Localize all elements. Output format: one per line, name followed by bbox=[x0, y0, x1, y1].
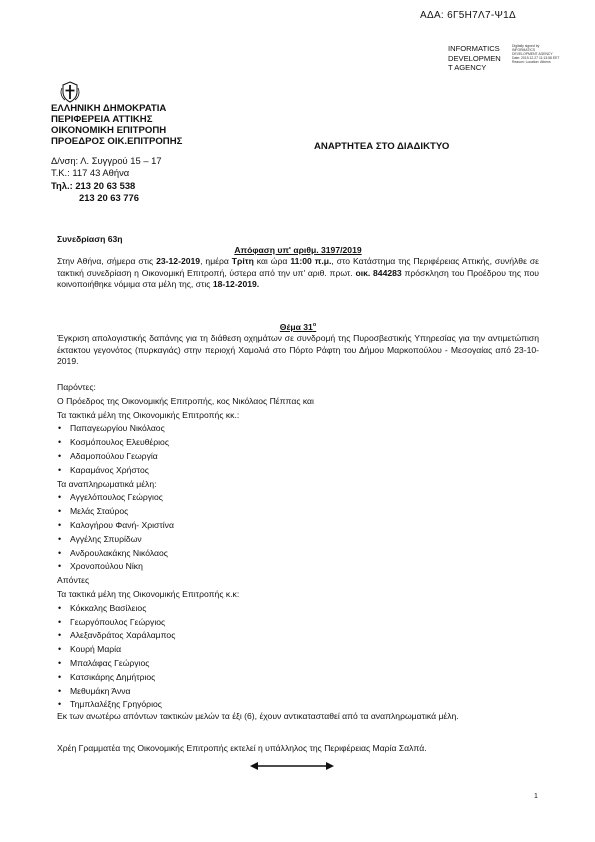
intro-text: Στην Αθήνα, σήμερα στις bbox=[57, 256, 157, 266]
list-item: • Μεθυμάκη Άννα bbox=[57, 685, 539, 699]
present-regular-list bbox=[57, 422, 539, 477]
list-item: • Αγγέλης Σπυρίδων bbox=[57, 533, 539, 547]
secretary-note: Χρέη Γραμματέα της Οικονομικής Επιτροπής εκτελεί η υπάλληλος της Περιφέρειας Μαρία Σαλπά. bbox=[57, 743, 427, 753]
absent-list bbox=[57, 602, 539, 712]
list-item: • Παπαγεωργίου Νικόλαος bbox=[57, 422, 539, 436]
signature-details: Digitally signed by INFORMATICS DEVELOPMENT AGENCY Date: 2019.12.27 11:13:58 EET Reason: Location: Athens bbox=[512, 44, 560, 65]
list-item: • Κοσμόπουλος Ελευθέριος bbox=[57, 436, 539, 450]
double-arrow-icon bbox=[250, 761, 334, 771]
regular-members-label: Τα τακτικά μέλη της Οικονομικής Επιτροπής κκ.: bbox=[57, 409, 240, 420]
header-line: ΠΡΟΕΔΡΟΣ ΟΙΚ.ΕΠΙΤΡΟΠΗΣ bbox=[51, 136, 183, 147]
meeting-time: 11:00 π.μ. bbox=[290, 256, 332, 266]
list-item: • Καραμάνος Χρήστος bbox=[57, 464, 539, 478]
substitute-list bbox=[57, 491, 539, 574]
decision-title: Απόφαση υπ' αριθμ. 3197/2019 bbox=[234, 245, 362, 255]
phone-block bbox=[51, 180, 139, 204]
attendance-section bbox=[57, 381, 539, 712]
page-number: 1 bbox=[534, 793, 538, 800]
list-item: • Κατσικάρης Δημήτριος bbox=[57, 671, 539, 685]
session-title: Συνεδρίαση 63η bbox=[57, 234, 123, 244]
list-item: • Αλεξανδράτος Χαράλαμπος bbox=[57, 629, 539, 643]
issuer-header bbox=[51, 103, 182, 147]
address-line: Δ/νση: Λ. Συγγρού 15 – 17 bbox=[51, 155, 162, 166]
list-item: • Χρονοπούλου Νίκη bbox=[57, 560, 539, 574]
address-block bbox=[51, 155, 162, 179]
replacement-note: Εκ των ανωτέρω απόντων τακτικών μελών τα έξι (6), έχουν αντικατασταθεί από τα αναπληρωματικά μέλη. bbox=[57, 711, 459, 721]
topic-title bbox=[57, 320, 539, 333]
intro-text: , ημέρα bbox=[200, 256, 232, 266]
topic-ordinal: ο bbox=[312, 322, 317, 328]
topic-description: Έγκριση απολογιστικής δαπάνης για τη διάθεση οχημάτων σε συνδρομή της Πυροσβεστικής Υπηρεσίας για την αντιμετώπιση έκτακτου γεγονότος (πυρκαγιάς) στην περιοχή Χαμολιά στο Πόρτο Ράφτη του Δήμου Μαρκοπούλου - Μεσογαίας από 23-10-2019. bbox=[57, 333, 539, 366]
present-label: Παρόντες: bbox=[57, 382, 96, 392]
list-item: • Ανδρουλακάκης Νικόλαος bbox=[57, 547, 539, 561]
signature-line: INFORMATICS bbox=[448, 44, 500, 53]
list-item: • Αγγελόπουλος Γεώργιος bbox=[57, 491, 539, 505]
digital-signature bbox=[448, 44, 501, 73]
intro-paragraph bbox=[57, 256, 539, 291]
substitute-members-label: Τα αναπληρωματικά μέλη: bbox=[57, 478, 157, 489]
greek-emblem-icon bbox=[59, 81, 81, 103]
signature-line: T AGENCY bbox=[448, 63, 487, 73]
list-item: • Μελάς Σταύρος bbox=[57, 505, 539, 519]
header-line: ΟΙΚΟΝΟΜΙΚΗ ΕΠΙΤΡΟΠΗ bbox=[51, 125, 167, 136]
list-item: • Αδαμοπούλου Γεωργία bbox=[57, 450, 539, 464]
protocol-number: οικ. 844283 bbox=[355, 267, 402, 278]
intro-text: και ώρα bbox=[253, 256, 291, 266]
post-notice: ΑΝΑΡΤΗΤΕΑ ΣΤΟ ΔΙΑΔΙΚΤΥΟ bbox=[314, 141, 450, 152]
phone-number: 213 20 63 776 bbox=[79, 192, 139, 203]
intro-text: πρόσκληση του Προέδρου της που κοινοποιήθηκε νόμιμα στα μέλη της, στις bbox=[57, 267, 539, 289]
list-item: • Καλογήρου Φανή- Χριστίνα bbox=[57, 519, 539, 533]
phone-label: Τηλ.: bbox=[51, 180, 73, 191]
list-item: • Μπαλάφας Γεώργιος bbox=[57, 657, 539, 671]
ada-code: ΑΔΑ: 6Γ5Η7Λ7-Ψ1Δ bbox=[420, 10, 516, 21]
topic-title-text: Θέμα 31 bbox=[279, 321, 313, 332]
list-item: • Γεωργόπουλος Γεώργιος bbox=[57, 616, 539, 630]
list-item: • Τημπλαλέξης Γρηγόριος bbox=[57, 698, 539, 712]
notice-date: 18-12-2019. bbox=[212, 279, 260, 289]
intro-text: , στο Κατάστημα της Περιφέρειας Αττικής, συνήλθε σε τακτική συνεδρίαση η Οικονομική Επιτροπή, ύστερα από την υπ' αριθ. πρωτ. bbox=[57, 256, 539, 278]
phone-number: 213 20 63 538 bbox=[75, 180, 136, 191]
chair-line: Ο Πρόεδρος της Οικονομικής Επιτροπής, κος Νικόλαος Πέππας και bbox=[57, 395, 314, 406]
absent-members-label: Τα τακτικά μέλη της Οικονομικής Επιτροπής κ.κ: bbox=[57, 588, 240, 599]
list-item: • Κόκκαλης Βασίλειος bbox=[57, 602, 539, 616]
meeting-date: 23-12-2019 bbox=[156, 256, 201, 266]
header-line: ΕΛΛΗΝΙΚΗ ΔΗΜΟΚΡΑΤΙΑ bbox=[51, 103, 167, 114]
meeting-day: Τρίτη bbox=[231, 256, 254, 266]
absent-label: Απόντες bbox=[57, 575, 90, 586]
signature-line: DEVELOPMEN bbox=[448, 53, 501, 63]
postcode-line: Τ.Κ.: 117 43 Αθήνα bbox=[51, 167, 130, 178]
header-line: ΠΕΡΙΦΕΡΕΙΑ ΑΤΤΙΚΗΣ bbox=[51, 114, 153, 125]
list-item: • Κουρή Μαρία bbox=[57, 643, 539, 657]
